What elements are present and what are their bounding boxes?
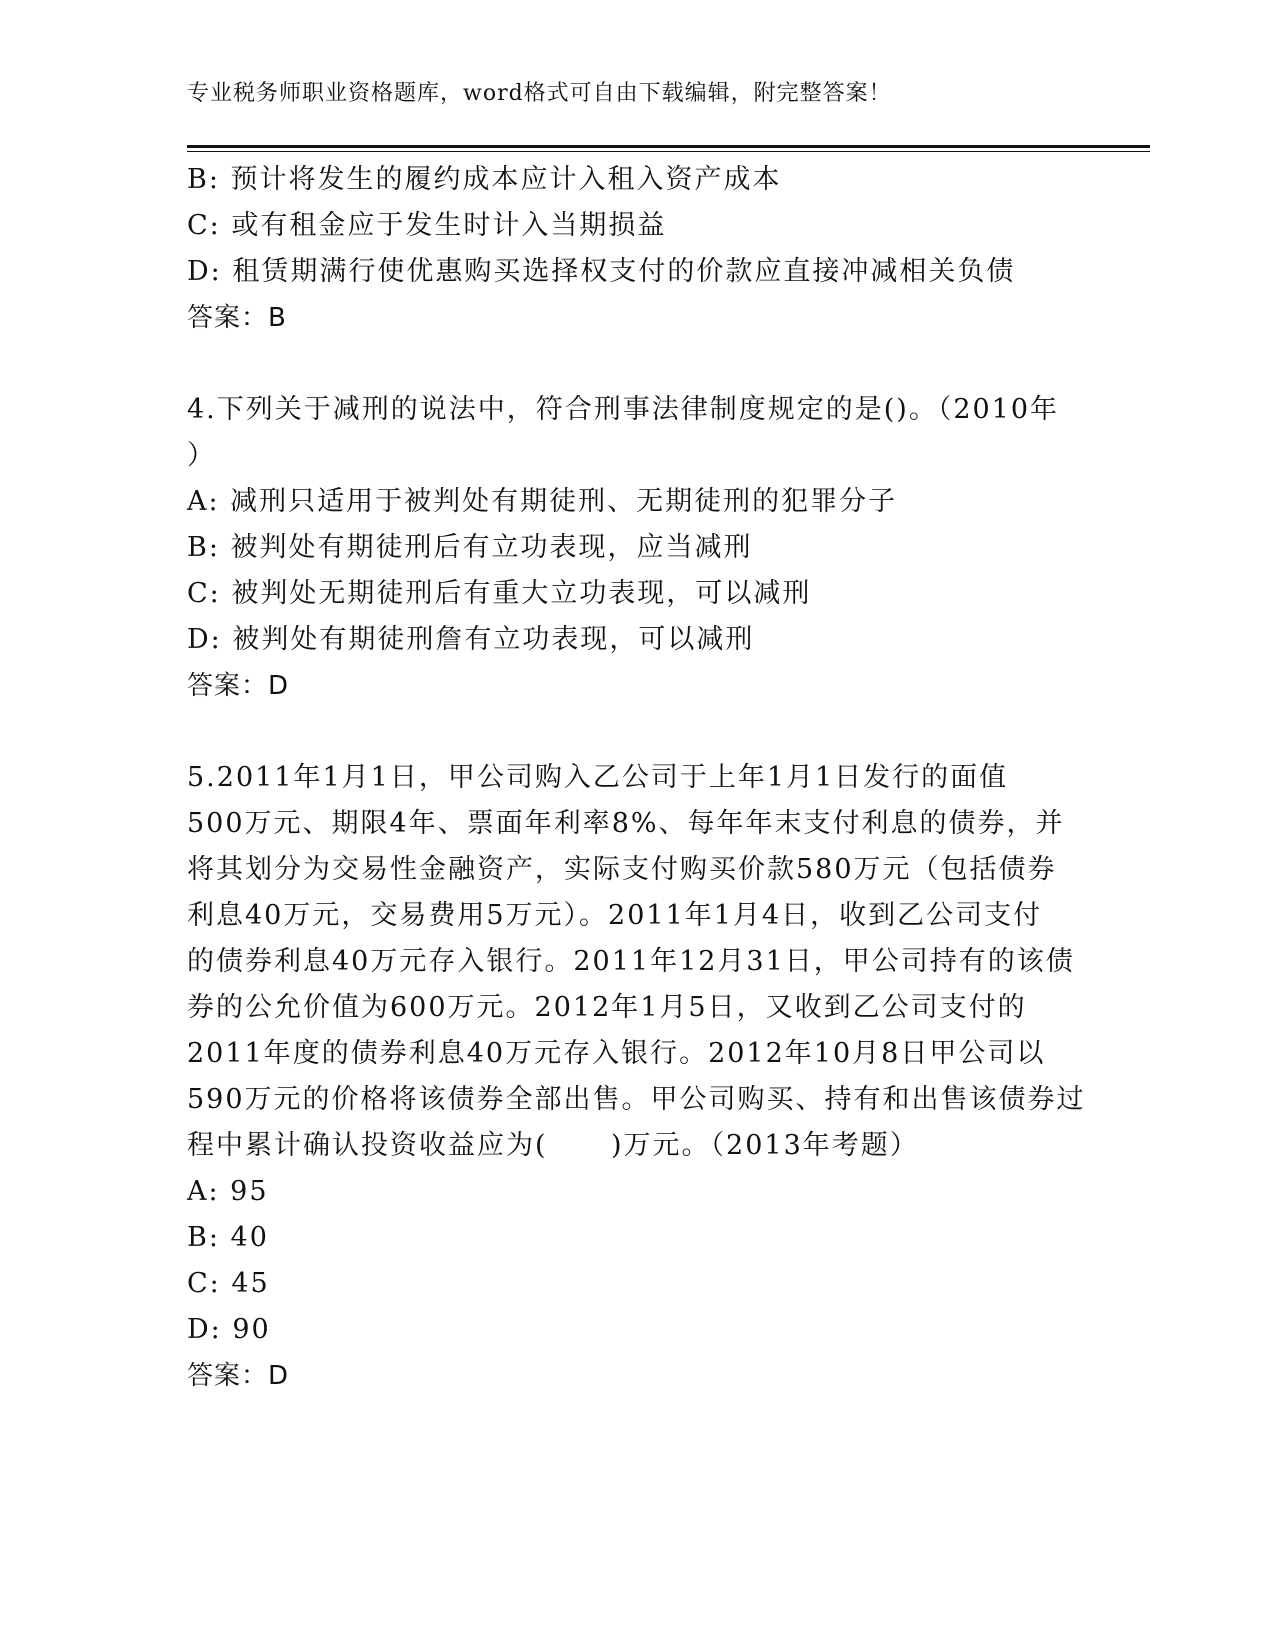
q4-option-a: A: 减刑只适用于被判处有期徒刑、无期徒刑的犯罪分子 <box>187 486 898 517</box>
q5-option-a: A: 95 <box>187 1176 269 1207</box>
q4-option-d: D: 被判处有期徒刑詹有立功表现，可以减刑 <box>187 624 755 655</box>
q5-stem-line-7: 2011年度的债券利息40万元存入银行。2012年10月8日甲公司以 <box>187 1038 1046 1069</box>
q4-option-b: B: 被判处有期徒刑后有立功表现，应当减刑 <box>187 532 753 563</box>
q5-option-d: D: 90 <box>187 1314 271 1345</box>
q3-option-c: C: 或有租金应于发生时计入当期损益 <box>187 210 667 241</box>
q4-answer: 答案：D <box>187 671 290 701</box>
q5-stem-line-3: 将其划分为交易性金融资产，实际支付购买价款580万元（包括债券 <box>187 854 1057 885</box>
q5-answer: 答案：D <box>187 1361 290 1391</box>
q4-option-c: C: 被判处无期徒刑后有重大立功表现，可以减刑 <box>187 578 812 609</box>
q5-stem-line-9: 程中累计确认投资收益应为( )万元。（2013年考题） <box>187 1130 919 1161</box>
spacer <box>187 341 1087 387</box>
q4-stem-line-2: ） <box>187 440 216 471</box>
question-4 <box>187 387 1087 709</box>
q3-option-d: D: 租赁期满行使优惠购买选择权支付的价款应直接冲减相关负债 <box>187 256 1016 287</box>
q5-stem-line-4: 利息40万元，交易费用5万元）。2011年1月4日，收到乙公司支付 <box>187 900 1043 931</box>
q4-stem-line-1: 4.下列关于减刑的说法中，符合刑事法律制度规定的是()。（2010年 <box>187 394 1060 425</box>
spacer <box>187 709 1087 755</box>
q5-stem-line-6: 券的公允价值为600万元。2012年1月5日，又收到乙公司支付的 <box>187 992 1027 1023</box>
q5-stem-line-5: 的债券利息40万元存入银行。2011年12月31日，甲公司持有的该债 <box>187 946 1075 977</box>
q3-option-b: B: 预计将发生的履约成本应计入租入资产成本 <box>187 164 782 195</box>
header-rule-thin <box>187 151 1150 152</box>
q3-answer: 答案：B <box>187 303 287 333</box>
question-5 <box>187 755 1087 1399</box>
header-note: 专业税务师职业资格题库，word格式可自由下载编辑，附完整答案！ <box>187 81 892 106</box>
document-body <box>187 157 1087 1399</box>
q5-stem-line-8: 590万元的价格将该债券全部出售。甲公司购买、持有和出售该债券过 <box>187 1084 1086 1115</box>
q5-stem-line-2: 500万元、期限4年、票面年利率8%、每年年末支付利息的债券，并 <box>187 808 1065 839</box>
q5-option-b: B: 40 <box>187 1222 269 1253</box>
q5-stem-line-1: 5.2011年1月1日，甲公司购入乙公司于上年1月1日发行的面值 <box>187 762 1009 793</box>
q5-option-c: C: 45 <box>187 1268 270 1299</box>
header-rule-thick <box>187 145 1150 148</box>
question-3-tail <box>187 157 1087 341</box>
